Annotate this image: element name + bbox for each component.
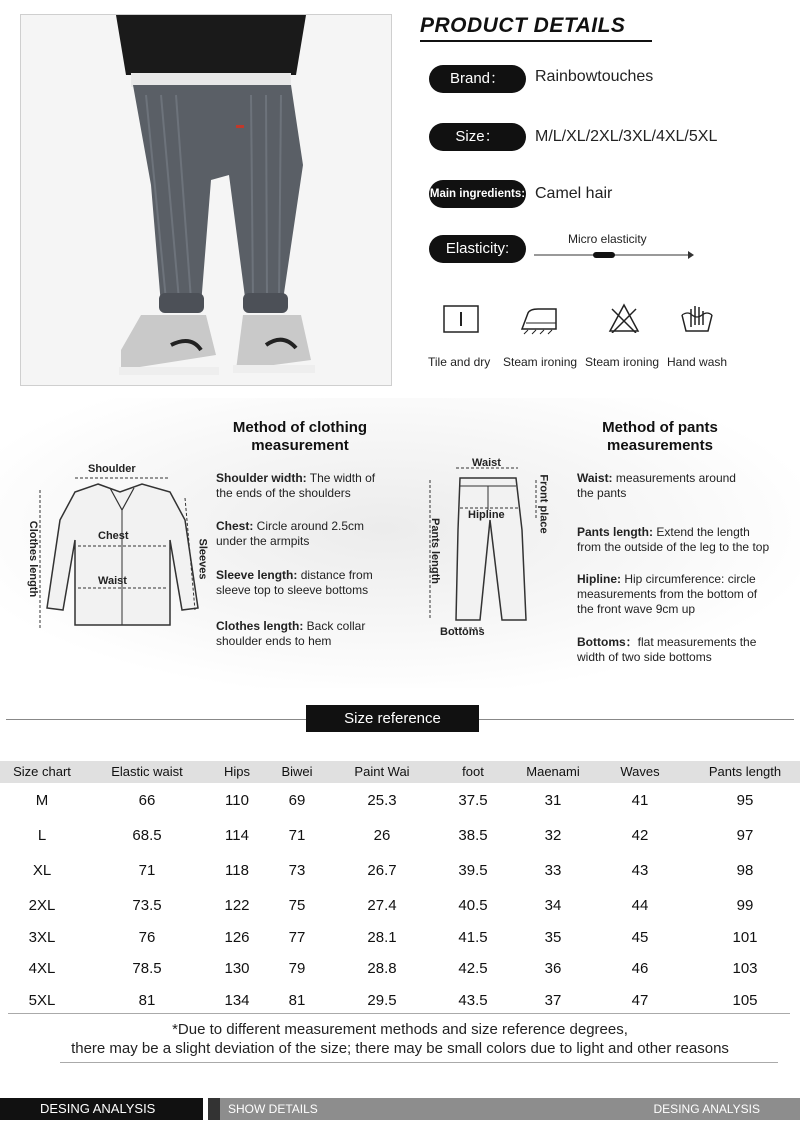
- chest-desc: Chest: Circle around 2.5cm under the armpits: [216, 519, 365, 548]
- table-cell: 114: [225, 827, 249, 844]
- table-cell: 69: [288, 792, 306, 809]
- table-cell: 43.5: [458, 992, 488, 1009]
- table-cell: 34: [544, 897, 562, 914]
- table-row: [0, 790, 800, 812]
- sleeve-desc: Sleeve length: distance from sleeve top to sleeve bottoms: [216, 568, 373, 597]
- pants-length-desc: Pants length: Extend the length from the outside of the leg to the top: [577, 525, 770, 554]
- care-label-no-bleach: Steam ironing: [585, 355, 660, 369]
- table-cell: XL: [32, 862, 52, 879]
- table-cell: 28.1: [367, 929, 397, 946]
- iron-icon: [518, 305, 562, 340]
- table-header-cell: foot: [462, 764, 484, 779]
- table-header-cell: Biwei: [281, 764, 313, 779]
- size-label: Size：: [429, 123, 526, 151]
- care-label-tile-dry: Tile and dry: [428, 355, 491, 369]
- table-cell: 46: [631, 960, 649, 977]
- table-header-cell: Size chart: [13, 764, 71, 779]
- table-header-cell: Waves: [620, 764, 660, 779]
- table-row: [0, 860, 800, 882]
- table-row: [0, 958, 800, 980]
- table-cell: 99: [736, 897, 754, 914]
- clothing-measure-title: Method of clothing measurement: [232, 419, 368, 454]
- elasticity-label: Elasticity:: [429, 235, 526, 263]
- bottoms-label: Bottoms: [440, 626, 485, 638]
- table-header-cell: Hips: [223, 764, 251, 779]
- front-place-label: Front place: [537, 474, 550, 534]
- table-header-cell: Maenami: [526, 764, 580, 779]
- size-note: *Due to different measurement methods and size reference degrees, there may be a slight deviation of the size; there may be small colors due to light and other reasons: [71, 1021, 729, 1057]
- table-cell: 101: [732, 929, 758, 946]
- shirt-diagram: [30, 460, 215, 645]
- table-cell: 32: [544, 827, 562, 844]
- table-cell: 122: [224, 897, 250, 914]
- table-cell: 33: [544, 862, 562, 879]
- table-cell: 42.5: [458, 960, 488, 977]
- hand-wash-icon: [680, 303, 714, 338]
- table-row: [0, 895, 800, 917]
- footer-design-analysis-left: DESING ANALYSIS: [0, 1098, 203, 1120]
- table-cell: 97: [736, 827, 754, 844]
- no-bleach-icon: [608, 303, 640, 338]
- footer-design-analysis-right: DESING ANALYSIS: [653, 1102, 760, 1116]
- footer-show-details: SHOW DETAILS: [228, 1102, 318, 1116]
- table-cell: L: [37, 827, 47, 844]
- table-cell: 47: [631, 992, 649, 1009]
- footer-divider-block: [208, 1098, 220, 1120]
- brand-value: Rainbowtouches: [535, 68, 654, 85]
- pants-measure-title: Method of pants measurements: [602, 419, 718, 454]
- shoulder-label: Shoulder: [88, 463, 136, 475]
- table-cell: 35: [544, 929, 562, 946]
- ingredients-label: Main ingredients:: [429, 180, 526, 208]
- sleeves-label: Sleeves: [196, 538, 209, 580]
- table-cell: 28.8: [367, 960, 397, 977]
- table-cell: 126: [224, 929, 250, 946]
- table-cell: 31: [544, 792, 562, 809]
- size-ref-line-right: [479, 719, 794, 720]
- title-underline: [420, 40, 652, 42]
- product-details-title: PRODUCT DETAILS: [420, 14, 626, 37]
- table-row: [0, 825, 800, 847]
- table-cell: 4XL: [28, 960, 56, 977]
- table-cell: 77: [288, 929, 306, 946]
- table-cell: 103: [732, 960, 758, 977]
- table-cell: 37.5: [458, 792, 488, 809]
- table-header-cell: Pants length: [708, 764, 782, 779]
- waist-label: Waist: [98, 575, 127, 587]
- table-cell: 73.5: [132, 897, 162, 914]
- table-cell: 66: [138, 792, 156, 809]
- table-cell: 76: [138, 929, 156, 946]
- table-cell: 78.5: [132, 960, 162, 977]
- table-cell: 38.5: [458, 827, 488, 844]
- table-cell: 79: [288, 960, 306, 977]
- table-cell: 41.5: [458, 929, 488, 946]
- table-bottom-rule: [8, 1013, 790, 1014]
- table-cell: 68.5: [132, 827, 162, 844]
- hipline-desc: Hipline: Hip circumference: circle measurements from the bottom of the front wave 9cm up: [577, 572, 758, 616]
- table-cell: 42: [631, 827, 649, 844]
- bottoms-desc: Bottoms：flat measurements the width of two side bottoms: [577, 635, 757, 664]
- table-cell: 41: [631, 792, 649, 809]
- product-photo: [20, 14, 392, 386]
- table-cell: 2XL: [28, 897, 56, 914]
- table-cell: 75: [288, 897, 306, 914]
- table-cell: 26: [373, 827, 391, 844]
- elasticity-marker: [593, 252, 615, 258]
- size-ref-line-left: [6, 719, 306, 720]
- chest-label: Chest: [98, 530, 129, 542]
- table-cell: 81: [138, 992, 156, 1009]
- table-cell: 37: [544, 992, 562, 1009]
- clothes-length-desc: Clothes length: Back collar shoulder ends to hem: [216, 619, 366, 648]
- pants-waist-label: Waist: [472, 457, 501, 469]
- note-divider: [60, 1062, 778, 1063]
- size-value: M/L/XL/2XL/3XL/4XL/5XL: [535, 128, 718, 145]
- table-cell: 44: [631, 897, 649, 914]
- tile-dry-icon: [443, 305, 479, 338]
- table-cell: 5XL: [28, 992, 56, 1009]
- table-cell: 43: [631, 862, 649, 879]
- size-table-header: [0, 761, 800, 783]
- pants-waist-desc: Waist: measurements around the pants: [577, 471, 736, 500]
- table-cell: 3XL: [28, 929, 56, 946]
- table-cell: 118: [225, 862, 249, 879]
- care-label-iron: Steam ironing: [503, 355, 578, 369]
- table-cell: 95: [736, 792, 754, 809]
- hipline-label: Hipline: [468, 509, 505, 521]
- care-label-hand-wash: Hand wash: [667, 355, 728, 369]
- table-cell: 71: [138, 862, 156, 879]
- clothes-length-label: Clothes length: [27, 520, 40, 598]
- table-cell: 105: [732, 992, 758, 1009]
- table-cell: 27.4: [367, 897, 397, 914]
- table-cell: 81: [288, 992, 306, 1009]
- elasticity-scale: [534, 247, 690, 255]
- table-cell: 73: [288, 862, 306, 879]
- table-row: [0, 990, 800, 1012]
- shoulder-desc: Shoulder width: The width of the ends of the shoulders: [216, 471, 376, 500]
- table-cell: M: [35, 792, 49, 809]
- table-cell: 45: [631, 929, 649, 946]
- table-cell: 29.5: [367, 992, 397, 1009]
- ingredients-value: Camel hair: [535, 185, 613, 202]
- table-cell: 26.7: [367, 862, 397, 879]
- table-cell: 40.5: [458, 897, 488, 914]
- table-cell: 130: [224, 960, 250, 977]
- footer-bar: [208, 1098, 800, 1120]
- table-row: [0, 927, 800, 949]
- pants-length-label: Pants length: [429, 517, 442, 585]
- table-cell: 71: [288, 827, 306, 844]
- elasticity-value: Micro elasticity: [568, 232, 647, 246]
- size-reference-title: Size reference: [306, 705, 479, 732]
- brand-label: Brand：: [429, 65, 526, 93]
- table-cell: 110: [225, 792, 249, 809]
- table-header-cell: Paint Wai: [354, 764, 410, 779]
- table-cell: 98: [736, 862, 754, 879]
- table-cell: 36: [544, 960, 562, 977]
- table-header-cell: Elastic waist: [111, 764, 183, 779]
- table-cell: 25.3: [367, 792, 397, 809]
- table-cell: 134: [224, 992, 250, 1009]
- table-cell: 39.5: [458, 862, 488, 879]
